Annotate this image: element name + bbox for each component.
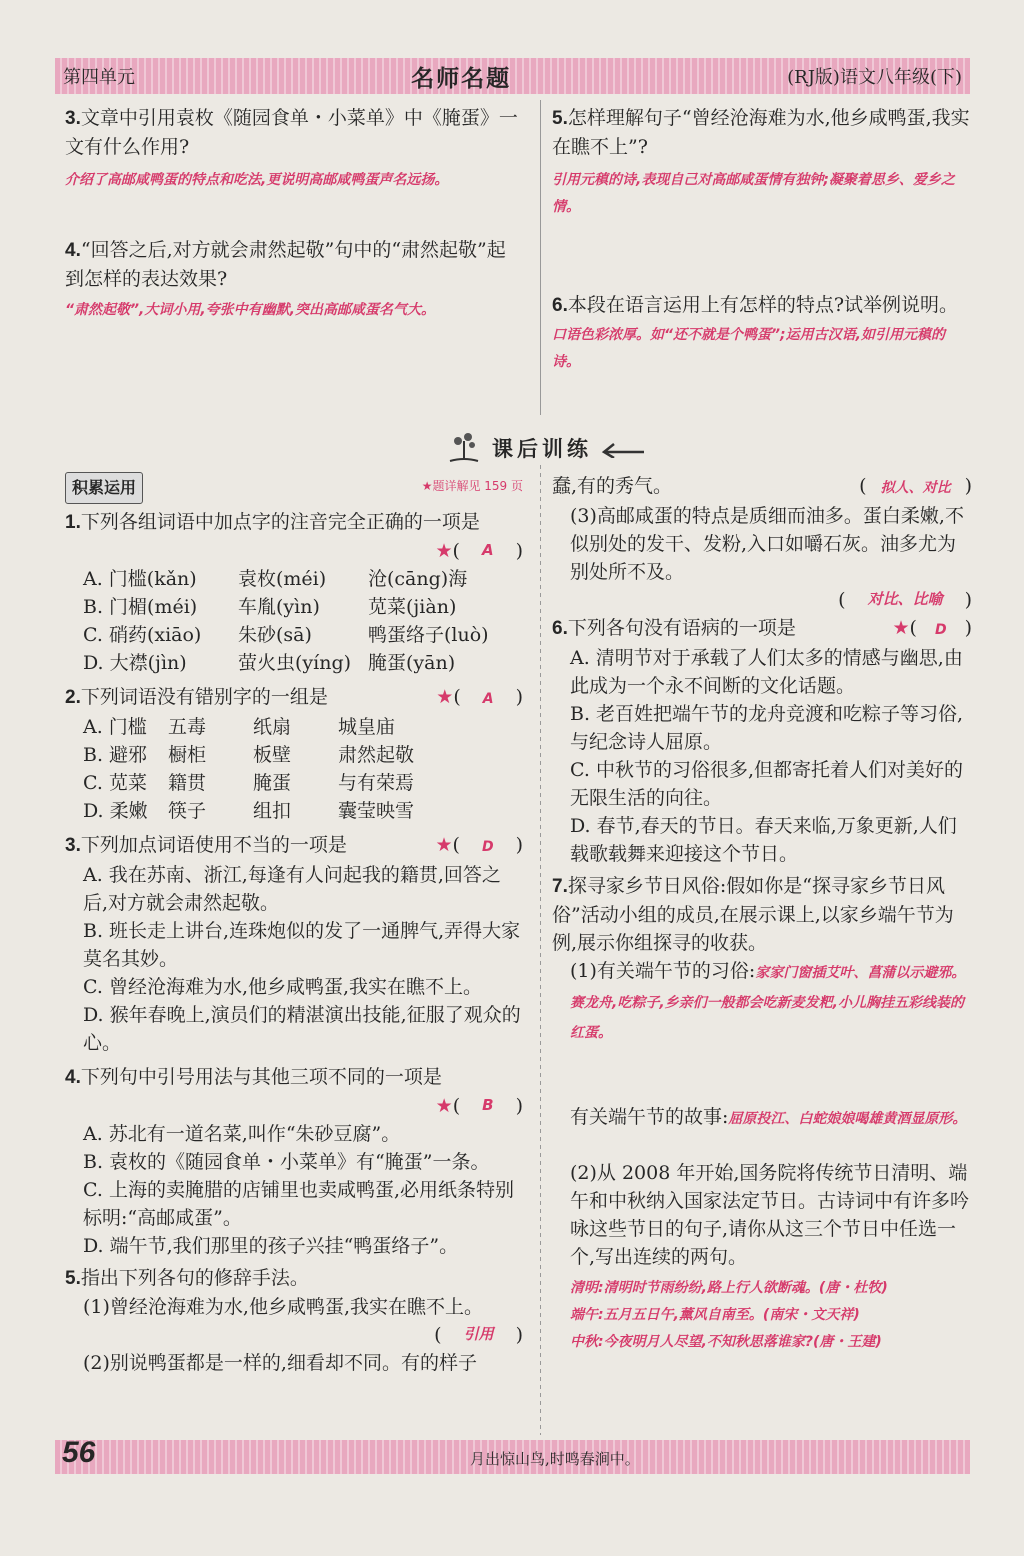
question-number: 7. — [552, 876, 568, 897]
answer-text: 引用 — [463, 1325, 494, 1343]
sub-question: (1)有关端午节的习俗: — [570, 960, 756, 982]
option: 车胤(yìn) — [238, 596, 320, 618]
option: 腌蛋(yān) — [368, 652, 456, 674]
answer-choice: B — [482, 1096, 494, 1114]
question-number: 6. — [552, 618, 568, 639]
answer-text: 对比、比喻 — [867, 590, 943, 608]
question-text: 下列各句没有语病的一项是 — [567, 617, 796, 639]
option: 筷子 — [168, 800, 207, 822]
footer-motto: 月出惊山鸟,时鸣春涧中。 — [470, 1450, 640, 1468]
option: 囊莹映雪 — [338, 800, 415, 822]
arrow-left-icon — [600, 438, 646, 458]
question-number: 5. — [552, 108, 568, 129]
sentence: 蠢,有的秀气。 — [552, 475, 673, 497]
sub-question: 有关端午节的故事: — [570, 1106, 729, 1128]
header-title: 名师名题 — [411, 64, 512, 92]
option: 腌蛋 — [253, 772, 292, 794]
question-text: 本段在语言运用上有怎样的特点?试举例说明。 — [567, 294, 959, 316]
option: 组扣 — [253, 800, 292, 822]
answer-choice: D — [934, 622, 947, 638]
sentence: (3)高邮咸蛋的特点是质细而油多。蛋白柔嫩,不似别处的发干、发粉,入口如嚼石灰。油多尤为别处所不及。 — [570, 505, 964, 583]
question-number: 2. — [65, 687, 81, 708]
option: D. 柔嫩 — [83, 800, 148, 822]
page-number: 56 — [62, 1436, 96, 1469]
question-text: 文章中引用袁枚《随园食单・小菜单》中《腌蛋》一文有什么作用? — [65, 107, 518, 158]
section-banner — [435, 428, 655, 468]
question-number: 4. — [65, 240, 81, 261]
option: D. 端午节,我们那里的孩子兴挂“鸭蛋络子”。 — [83, 1235, 459, 1257]
answer-choice: A — [482, 691, 494, 707]
section-tag: 积累运用 — [65, 472, 143, 504]
question-number: 4. — [65, 1067, 81, 1088]
option: B. 班长走上讲台,连珠炮似的发了一通脾气,弄得大家莫名其妙。 — [83, 920, 521, 970]
option: A. 我在苏南、浙江,每逢有人问起我的籍贯,回答之后,对方就会肃然起敬。 — [83, 864, 501, 914]
sub-question: (2)从 2008 年开始,国务院将传统节日清明、端午和中秋纳入国家法定节日。古诗词中有许多吟咏这些节日的句子,请你从这三个节日中任选一个,写出连续的两句。 — [570, 1162, 970, 1268]
option: D. 春节,春天的节日。春天来临,万象更新,人们载歌载舞来迎接这个节日。 — [570, 815, 957, 865]
question-number: 3. — [65, 835, 81, 856]
plant-icon — [444, 431, 484, 465]
option: C. 硝药(xiāo) — [83, 624, 202, 646]
option: 肃然起敬 — [338, 744, 415, 766]
option: A. 清明节对于承载了人们太多的情感与幽思,由此成为一个永不间断的文化话题。 — [570, 647, 963, 697]
answer-parens: ★ ( A ) — [65, 537, 523, 565]
header-grade: (RJ版)语文八年级(下) — [787, 67, 962, 88]
answer-choice: D — [481, 839, 494, 855]
option: A. 门槛 — [83, 716, 147, 738]
question-text: 下列各组词语中加点字的注音完全正确的一项是 — [80, 511, 480, 533]
question-number: 5. — [65, 1268, 81, 1289]
option: 袁枚(méi) — [238, 568, 327, 590]
answer-text: “肃然起敬”,大词小用,夸张中有幽默,突出高邮咸蛋名气大。 — [65, 302, 435, 318]
option: A. 苏北有一道名菜,叫作“朱砂豆腐”。 — [83, 1123, 401, 1145]
answer-parens: ★ ( B ) — [65, 1092, 523, 1120]
column-divider-top — [540, 100, 541, 415]
question-number: 3. — [65, 108, 81, 129]
question-number: 6. — [552, 295, 568, 316]
answer-parens: ( 引用 ) — [65, 1321, 523, 1349]
question-text: 怎样理解句子“曾经沧海难为水,他乡咸鸭蛋,我实在瞧不上”? — [552, 107, 970, 158]
question-text: 下列句中引号用法与其他三项不同的一项是 — [80, 1066, 442, 1088]
option: 朱砂(sā) — [238, 624, 312, 646]
answer-text: 端午:五月五日午,薰风自南至。(南宋・文天祥) — [570, 1307, 860, 1323]
option: C. 中秋节的习俗很多,但都寄托着人们对美好的无限生活的向往。 — [570, 759, 963, 809]
answer-text: 引用元稹的诗,表现自己对高邮咸蛋情有独钟;凝聚着思乡、爱乡之情。 — [552, 172, 955, 215]
column-divider-bottom — [540, 465, 541, 1435]
option: 五毒 — [168, 716, 207, 738]
top-right-questions — [552, 104, 972, 376]
options-grid — [65, 713, 523, 825]
option: 纸扇 — [253, 716, 292, 738]
answer-choice: A — [481, 541, 494, 559]
question-text: 下列词语没有错别字的一组是 — [80, 686, 328, 708]
option: B. 门楣(méi) — [83, 596, 198, 618]
answer-text: 介绍了高邮咸鸭蛋的特点和吃法,更说明高邮咸鸭蛋声名远扬。 — [65, 172, 449, 188]
answer-text: 口语色彩浓厚。如“还不就是个鸭蛋”;运用古汉语,如引用元稹的诗。 — [552, 327, 945, 370]
option: 苋菜(jiàn) — [368, 596, 457, 618]
sentence: (1)曾经沧海难为水,他乡咸鸭蛋,我实在瞧不上。 — [83, 1296, 483, 1318]
option: 籍贯 — [168, 772, 207, 794]
option: 橱柜 — [168, 744, 207, 766]
answer-text: 屈原投江、白蛇娘娘喝雄黄酒显原形。 — [728, 1111, 967, 1127]
question-text: “回答之后,对方就会肃然起敬”句中的“肃然起敬”起到怎样的表达效果? — [65, 239, 506, 290]
answer-text: 家家门窗插艾叶、菖蒲以示避邪。赛龙舟,吃粽子,乡亲们一般都会吃新麦发粑,小儿胸挂五彩线装的红蛋。 — [570, 965, 966, 1041]
option: C. 苋菜 — [83, 772, 147, 794]
header-unit: 第四单元 — [63, 67, 135, 88]
option: D. 猴年春晚上,演员们的精湛演出技能,征服了观众的心。 — [83, 1004, 521, 1054]
options-grid — [65, 565, 523, 677]
option: A. 门槛(kǎn) — [83, 568, 197, 590]
section-title: 课后训练 — [492, 437, 592, 461]
answer-text: 中秋:今夜明月人尽望,不知秋思落谁家?(唐・王建) — [570, 1334, 882, 1350]
question-number: 1. — [65, 512, 81, 533]
option: B. 避邪 — [83, 744, 148, 766]
question-text: 指出下列各句的修辞手法。 — [80, 1267, 309, 1289]
left-column: 积累运用 ★题详解见 159 页 1.下列各组词语中加点字的注音完全正确的一项是 ★ ( A ) A. 门槛(kǎn) 袁枚(méi) 沧(cāng)海 B. 门楣(méi) 车胤(yìn) 苋菜(jiàn) C. 硝药(xiāo) 朱砂(sā) 鸭蛋络子(luò) D. 大襟(jìn) 萤火虫(yíng) 腌蛋(yān) 2.下列词语没有错别字的一组是 ★( A ) A. 门槛 五毒 纸扇 城皇庙 B. 避邪 橱柜 板壁 肃然起敬 C. 苋菜 籍贯 腌蛋 与有荣焉 D. 柔嫩 筷子 组扣 囊莹映雪 3.下列加点词语使用不当的一项是 ★( D ) A. 我在苏南、浙江,每逢有人问起我的籍贯,回答之后,对方就会肃然起敬。 B. 班长走上讲台,连珠炮似的发了一通脾气,弄得大家莫名其妙。 C. 曾经沧海难为水,他乡咸鸭蛋,我实在瞧不上。 D. 猴年春晚上,演员们的精湛演出技能,征服了观众的心。 4.下列句中引号用法与其他三项不同的一项是 ★ ( B ) A. 苏北有一道名菜,叫作“朱砂豆腐”。 B. 袁枚的《随园食单・小菜单》有“腌蛋”一条。 C. 上海的卖腌腊的店铺里也卖咸鸭蛋,必用纸条特别标明:“高邮咸蛋”。 D. 端午节,我们那里的孩子兴挂“鸭蛋络子”。 5.指出下列各句的修辞手法。 (1)曾经沧海难为水,他乡咸鸭蛋,我实在瞧不上。 ( 引用 ) (2)别说鸭蛋都是一样的,细看却不同。有的样子 — [65, 472, 523, 1377]
question-text: 下列加点词语使用不当的一项是 — [80, 834, 347, 856]
note-text: ★题详解见 159 页 — [421, 479, 523, 493]
option: B. 袁枚的《随园食单・小菜单》有“腌蛋”一条。 — [83, 1151, 490, 1173]
option: C. 曾经沧海难为水,他乡咸鸭蛋,我实在瞧不上。 — [83, 976, 483, 998]
option: 萤火虫(yíng) — [238, 652, 352, 674]
question-text: 探寻家乡节日风俗:假如你是“探寻家乡节日风俗”活动小组的成员,在展示课上,以家乡端午节为例,展示你组探寻的收获。 — [552, 875, 954, 954]
option: 城皇庙 — [338, 716, 396, 738]
option: B. 老百姓把端午节的龙舟竞渡和吃粽子等习俗,与纪念诗人屈原。 — [570, 703, 964, 753]
page-header — [55, 58, 970, 94]
option: 板壁 — [253, 744, 292, 766]
answer-text: 清明:清明时节雨纷纷,路上行人欲断魂。(唐・杜牧) — [570, 1280, 888, 1296]
option: C. 上海的卖腌腊的店铺里也卖咸鸭蛋,必用纸条特别标明:“高邮咸蛋”。 — [83, 1179, 514, 1229]
option: 沧(cāng)海 — [368, 568, 468, 590]
right-column: 蠢,有的秀气。 ( 拟人、对比 ) (3)高邮咸蛋的特点是质细而油多。蛋白柔嫩,不似别处的发干、发粉,入口如嚼石灰。油多尤为别处所不及。 ( 对比、比喻 ) 6.下列各句没有语病的一项是 ★( D ) A. 清明节对于承载了人们太多的情感与幽思,由此成为一个永不间断的文化话题。 B. 老百姓把端午节的龙舟竞渡和吃粽子等习俗,与纪念诗人屈原。 C. 中秋节的习俗很多,但都寄托着人们对美好的无限生活的向往。 D. 春节,春天的节日。春天来临,万象更新,人们载歌载舞来迎接这个节日。 7.探寻家乡节日风俗:假如你是“探寻家乡节日风俗”活动小组的成员,在展示课上,以家乡端午节为例,展示你组探寻的收获。 (1)有关端午节的习俗:家家门窗插艾叶、菖蒲以示避邪。赛龙舟,吃粽子,乡亲们一般都会吃新麦发粑,小儿胸挂五彩线装的红蛋。 有关端午节的故事:屈原投江、白蛇娘娘喝雄黄酒显原形。 (2)从 2008 年开始,国务院将传统节日清明、端午和中秋纳入国家法定节日。古诗词中有许多吟咏这些节日的句子,请你从这三个节日中任选一个,写出连续的两句。 清明:清明时节雨纷纷,路上行人欲断魂。(唐・杜牧) 端午:五月五日午,薰风自南至。(南宋・文天祥) 中秋:今夜明月人尽望,不知秋思落谁家?(唐・王建) — [552, 472, 972, 1356]
top-left-questions — [65, 104, 523, 324]
answer-text: 拟人、对比 — [880, 480, 951, 496]
answer-parens: ( 对比、比喻 ) — [552, 586, 972, 614]
option: D. 大襟(jìn) — [83, 652, 187, 674]
sentence: (2)别说鸭蛋都是一样的,细看却不同。有的样子 — [83, 1352, 477, 1374]
option: 与有荣焉 — [338, 772, 415, 794]
option: 鸭蛋络子(luò) — [368, 624, 489, 646]
